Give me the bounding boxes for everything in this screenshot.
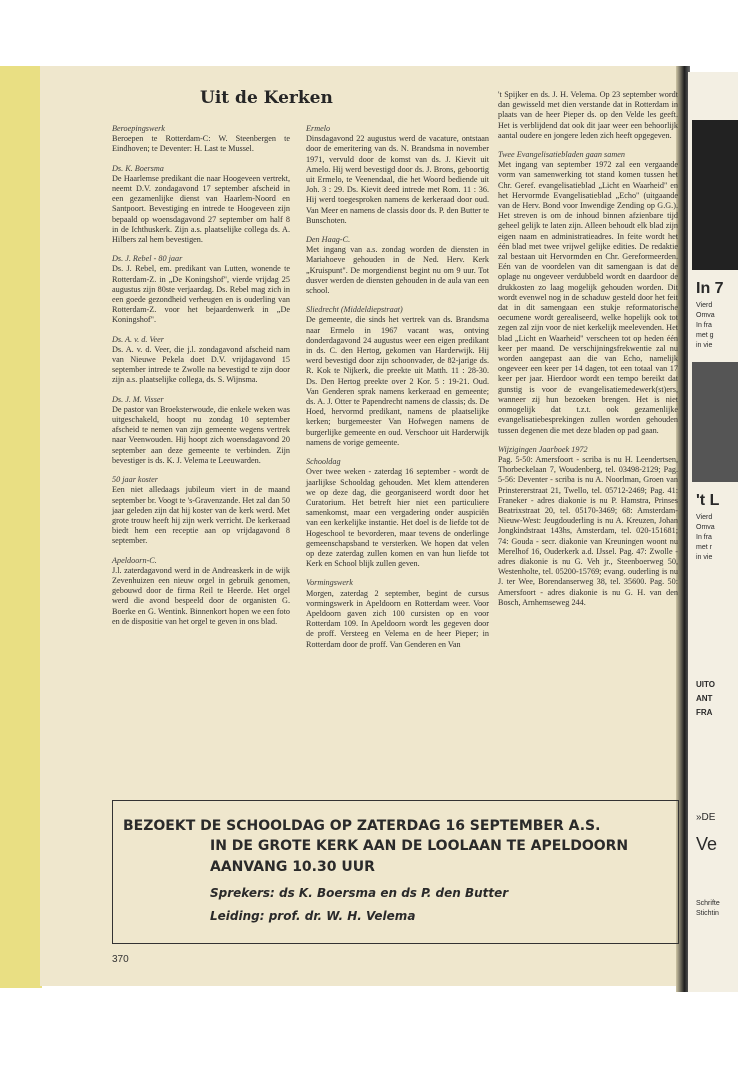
article-text: De pastor van Broeksterwoude, die enkele weken was uitgeschakeld, hoopt nu zondag 10 september afscheid te nemen van zijn gemeente wegens vertrek naar Veenwouden. Hij hoopt zich woensdagavond 20 september aan deze gemeente te verbinden. Zijn bevestiger is ds. K. J. Velema te Leeuwarden. — [112, 404, 290, 465]
next-page-text: In fra — [696, 322, 712, 329]
schooldag-advertisement — [112, 800, 679, 944]
next-page-text: Omva — [696, 312, 715, 319]
next-page-text: in vie — [696, 342, 713, 349]
article — [306, 124, 489, 226]
next-page-heading: In 7 — [696, 280, 724, 297]
next-page-text: met g — [696, 332, 714, 339]
article-text: Ds. A. v. d. Veer, die j.l. zondagavond afscheid nam van Nieuwe Pekela doet D.V. vrijdagavond 15 september intrede te Zwolle na bevestigd te zijn door zijn a.s. plaatselijke collega, ds. S. Wijnsma. — [112, 344, 290, 385]
next-page-photo — [692, 362, 738, 482]
article — [498, 445, 678, 608]
next-page-text: UITO — [696, 680, 715, 689]
article — [112, 395, 290, 466]
article-heading: Sliedrecht (Middeldiepstraat) — [306, 305, 403, 315]
article-text: De gemeente, die sinds het vertrek van ds. Brandsma naar Ermelo in 1967 vacant was, ontving donderdagavond 24 augustus weer een eigen predikant in ds. C. den Hertog, gekomen van Harderwijk. Hij werd bevestigd door zijn schoonvader, de 82-jarige ds. R. Kok te Nijkerk, die preekte uit Matth. 11 : 28-30. Ds. Den Hertog preekte over 2 Kor. 5 : 19-21. Oud. Van Genderen sprak namens kerkeraad en gemeente; ds. A. J. Otter te Papendrecht namens de classis; ds. De Hoed, hervormd predikant, namens de plaatselijke kerken; burgemeester Van Hofwegen namens de burgerlijke gemeente en oud. Verschoor uit Harderwijk namens de vorige gemeente. — [306, 315, 489, 447]
article-text: Pag. 5-50: Amersfoort - scriba is nu H. Leendertsen, Thorbeckelaan 7, Woudenberg, tel. 03498-2129; Pag. 5-56: Deventer - scriba is nu A. Noorlman, Groen van Prinstererstraat 21, Twello, tel. 05712-2469; Pag. 41: Franeker - adres diakonie is nu P. Hamstra, Prinses Beatrixstraat 20, tel. 05170-3469; 68: Amsterdam-Nieuw-West: Jeugdouderling is nu A. Kreuzen, Johan Jongkindstraat 143hs, Amsterdam, tel. 020-151681; 74: Gouda - secr. diakonie van Kreuningen woont nu Merelhof 16, Ouderkerk a.d. IJssel. Pag. 47: Zwolle - adres diakonie is nu G. Veh jr., Steenboerweg 50, Westenholte, tel. 05200-15769; evang. ouderling is nu J. ter Wee, Borendanserweg 38, tel. 35600. Pag. 50: Amersfoort - adres diakonie is nu G. H. van den Bosch, Arnhemseweg 244. — [498, 454, 678, 607]
next-page-fragment — [688, 72, 738, 992]
article — [306, 578, 489, 649]
article-heading: Wijzigingen Jaarboek 1972 — [498, 444, 588, 454]
article-heading: Ermelo — [306, 124, 331, 133]
next-page-photo — [692, 120, 738, 270]
article — [112, 164, 290, 246]
article-text: J.l. zaterdagavond werd in de Andreaskerk in de wijk Zevenhuizen een nieuw orgel in gebruik genomen, gebouwd door de firma Reil te Heerde. Het orgel werd die avond bespeeld door de organisten G. Boerke en G. Wentink. Binnenkort hopen we een foto en de dispositie van het orgel te geven in ons blad. — [112, 565, 290, 626]
article-text: Ds. J. Rebel, em. predikant van Lutten, wonende te Rotterdam-Z. in „De Koningshof", vierde vrijdag 25 augustus zijn 80ste verjaardag. Ds. Rebel mag zich in een goede gezondheid verheugen en is ouderling van Rotterdam-Z. voor het bejaardenwerk in „De Koningshof". — [112, 264, 290, 325]
article-text: Dinsdagavond 22 augustus werd de vacature, ontstaan door de emeritering van ds. N. Brandsma in november 1971, vervuld door de komst van ds. J. Kievit uit Amelo. Hij werd bevestigd door ds. J. Brons, geboortig uit Ermelo, te Veenendaal, die het Woord bediende uit Joh. 3 : 29. Ds. Kievit deed intrede met Rom. 11 : 36. Hij werd toegesproken namens de kerkeraad door oud. Van Meer en namens de classis door ds. P. den Butter te Bunschoten. — [306, 134, 489, 225]
article-heading: Apeldoorn-C. — [112, 555, 157, 565]
article — [112, 254, 290, 325]
article-text: Een niet alledaags jubileum viert in de maand september br. Voogt te 's-Gravenzande. Het zal dan 50 jaar geleden zijn dat hij koster van de kerk werd. Met grote trouw heeft hij zijn werk verricht. De kerkeraad biedt hem een receptie aan op vrijdagavond 8 september. — [112, 485, 290, 546]
article-text: Met ingang van a.s. zondag worden de diensten in Mariahoeve gehouden in de Ned. Herv. Kerk „Kruispunt". De morgendienst begint nu om 9 uur. Tot dusver werden de diensten gehouden in de aula van een school. — [306, 245, 489, 296]
next-page-text: In fra — [696, 534, 712, 541]
next-page-text: in vie — [696, 554, 713, 561]
article-text: 't Spijker en ds. J. H. Velema. Op 23 september wordt dan gewisseld met dien verstande dat in Rotterdam in plaats van de heer Pieper ds. op den Velde les geeft. Het is verblijdend dat ook dit jaar weer een behoorlijk aantal oudere en jongere leden zich heeft opgegeven. — [498, 90, 678, 140]
next-page-text: Vierd — [696, 514, 713, 521]
article — [112, 475, 290, 546]
article-heading: Schooldag — [306, 457, 341, 467]
next-page-text: Vierd — [696, 302, 713, 309]
article-text: Beroepen te Rotterdam-C: W. Steenbergen te Eindhoven; te Deventer: H. Last te Mussel. — [112, 134, 290, 154]
article — [306, 235, 489, 296]
article-heading: Ds. J. M. Visser — [112, 394, 164, 404]
next-page-text: met r — [696, 544, 712, 551]
article-text: De Haarlemse predikant die naar Hoogeveen vertrekt, neemt D.V. zondagavond 17 september afscheid in een gezamenlijke dienst van Haarlem-Noord en Santpoort. Bevestiging en intrede te Hoogeveen zijn bepaald op woensdagavond 27 september om half 8 in de Ichthuskerk. Zijn a.s. plaatselijke collega ds. A. Hilbers zal hem bevestigen. — [112, 173, 290, 245]
article — [498, 150, 678, 436]
page-number: 370 — [112, 954, 129, 965]
ad-speakers: Sprekers: ds K. Boersma en ds P. den Butter — [210, 886, 509, 900]
column-3 — [498, 90, 678, 617]
article — [112, 556, 290, 627]
article-text: Morgen, zaterdag 2 september, begint de cursus vormingswerk in Apeldoorn en Rotterdam weer. Voor Apeldoorn gaven zich 100 cursisten op en voor Rotterdam 109. In Apeldoorn wordt les gegeven door de proff. Versteeg en Velema en de heer Pieper; in Rotterdam door de proff. Van Genderen en Van — [306, 588, 489, 649]
book-edge — [0, 66, 42, 988]
article-heading: Vormingswerk — [306, 578, 353, 588]
article-heading: Den Haag-C. — [306, 235, 351, 245]
article-heading: 50 jaar koster — [112, 475, 158, 485]
article — [306, 305, 489, 448]
next-page-text: ANT — [696, 694, 713, 703]
article-text: Over twee weken - zaterdag 16 september - wordt de jaarlijkse Schooldag gehouden. Met klem attenderen we op deze dag, die georganiseerd wordt door het Curatorium. Het betreft hier niet een particuliere samenkomst, maar een vergadering onder auspiciën van een kerkelijke instantie. Het doel is de liefde tot de Hogeschool te bevorderen, maar tevens de onderlinge gemeenschapsband te versterken. We hopen dat velen op deze zaterdag zullen komen en van hun liefde tot Kerk en School blijk zullen geven. — [306, 467, 489, 569]
ad-location: IN DE GROTE KERK AAN DE LOOLAAN TE APELDOORN — [210, 838, 629, 854]
article-heading: Ds. K. Boersma — [112, 163, 164, 173]
next-page-text: FRA — [696, 708, 713, 717]
next-page-text: Schrifte — [696, 900, 720, 907]
next-page-text: »DE — [696, 812, 716, 823]
article-text: Met ingang van september 1972 zal een vergaande vorm van samenwerking tot stand komen tussen het Chr. Geref. evangelisatieblad „Licht en Waarheid" en het Hervormde Evangelisatieblad „Echo" (uitgaande van de Herv. Bond voor Inwendige Zending op G.G.). Het streven is om de inhoud binnen afzienbare tijd geheel gelijk te laten zijn. Alleen behoudt elk blad zijn eigen naam en administratieadres. In feite wordt het één blad met twee vrijwel gelijke edities. De redaktie zal bestaan uit Hervormden en Chr. Gereformeerden. Eén van de voordelen van dit samengaan is dat de oplage nu ongeveer verdubbeld wordt en daardoor de drukkosten zo laag mogelijk gehouden worden. Dit wordt evenwel nog in de schaduw gesteld door het feit dat in dit samengaan een stukje reformatorische oecumene wordt gerealiseerd, welke hopelijk ook tot zegen zal zijn voor de niet kerkelijk meelevenden. Het blad „Licht en Waarheid" verscheen tot op heden één keer per maand. De verschijningsfrekwentie zal nu worden aangepast aan die van Echo, namelijk ongeveer een keer per 14 dagen, tot een totaal van 17 keer per jaar. Hierdoor wordt een tempo bereikt dat gunstig is voor de evangelisatiemedewerk(st)ers, wanneer zij hun bezoeken brengen. Het is niet onmogelijk dat t.z.t. ook gezamenlijke evangelisatiebesprekingen zullen worden gehouden tussen degenen die met deze bladen op pad gaan. — [498, 160, 678, 435]
ad-start-time: AANVANG 10.30 UUR — [210, 859, 375, 875]
article — [498, 90, 678, 141]
next-page-heading: 't L — [696, 492, 720, 509]
article-heading: Beroepingswerk — [112, 124, 165, 133]
article — [306, 457, 489, 569]
ad-headline: BEZOEKT DE SCHOOLDAG OP ZATERDAG 16 SEPTEMBER A.S. — [123, 818, 601, 834]
ad-leader: Leiding: prof. dr. W. H. Velema — [210, 909, 416, 923]
article — [112, 124, 290, 155]
page-title: Uit de Kerken — [200, 88, 333, 108]
column-2 — [306, 124, 489, 659]
article — [112, 335, 290, 386]
next-page-text: Stichtin — [696, 910, 719, 917]
next-page-text: Omva — [696, 524, 715, 531]
column-1 — [112, 124, 290, 636]
article-heading: Ds. J. Rebel - 80 jaar — [112, 254, 183, 264]
article-heading: Twee Evangelisatiebladen gaan samen — [498, 150, 625, 160]
article-heading: Ds. A. v. d. Veer — [112, 334, 164, 344]
next-page-heading: Ve — [696, 834, 718, 854]
